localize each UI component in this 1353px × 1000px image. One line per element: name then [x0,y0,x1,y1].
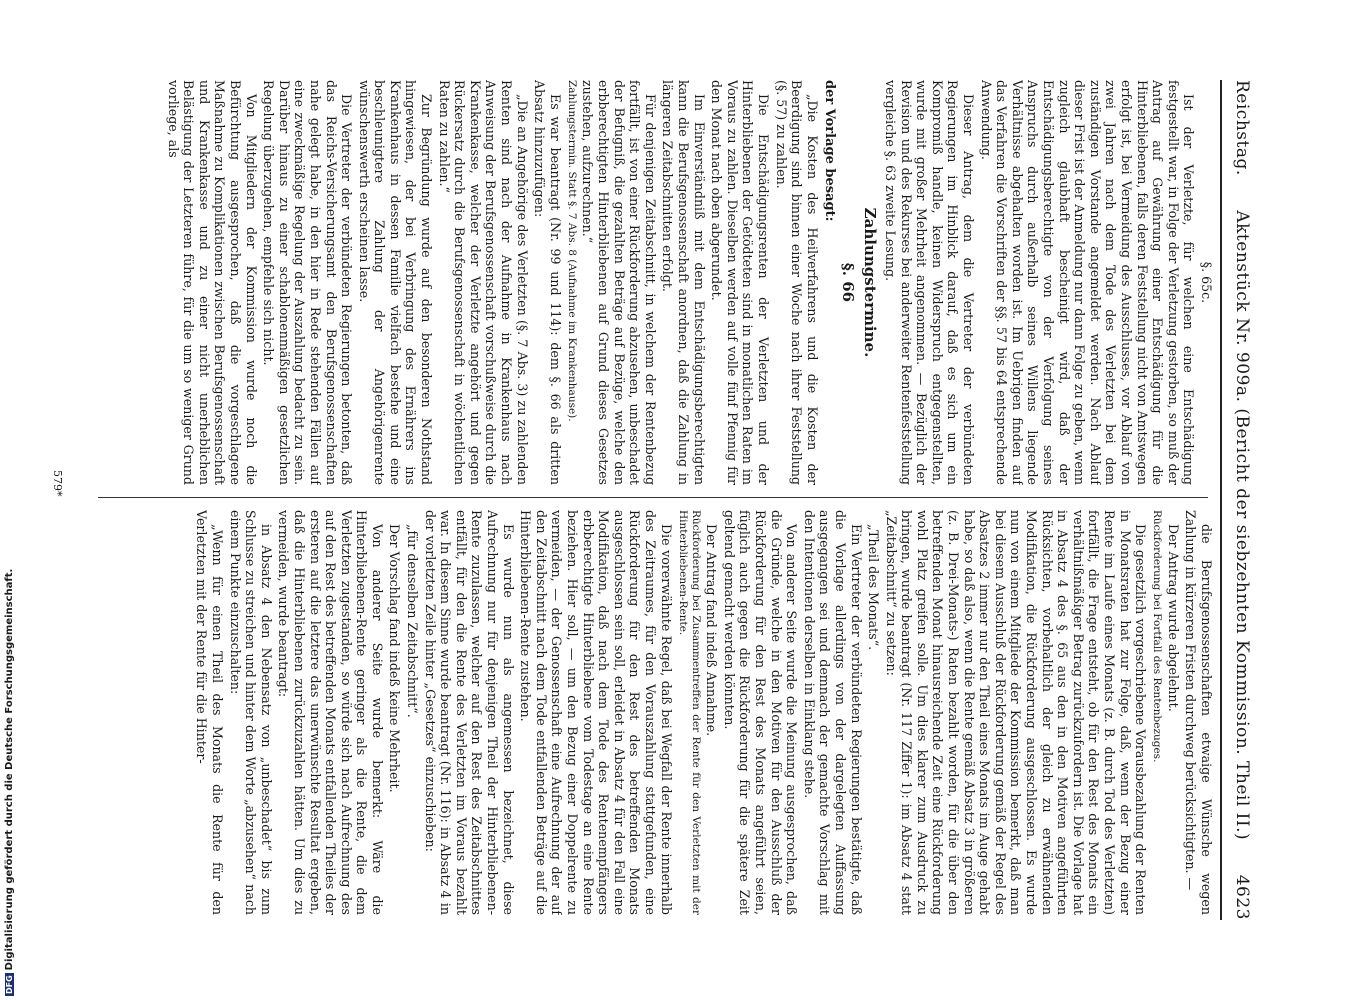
subheading: der Vorlage besagt: [822,80,838,222]
page-number: 4623 [1232,874,1252,920]
paragraph: Ein Vertreter der verbündeten Regierungen bestätigte, daß die Vorlage allerdings von der dargelegten Auffassung ausgegangen sei und demnach der gemachte Vorschlag mit den Intentionen derselben in Einklang stehe. [801,510,864,915]
page-header [1220,80,1262,920]
paragraph: Ist der Verletzte, für welchen eine Entschädigung festgestellt war, in Folge der Verletzung gestorben, so muß der Antrag auf Gewährung einer Entschädigung für die Hinterbliebenen, falls deren Feststellung nicht von Amtswegen erfolgt ist, bei Vermeidung des Ausschlusses, vor Ablauf von zwei Jahren nach dem Tode des Verletzten bei dem zuständigen Vorstande angemeldet werden. Nach Ablauf dieser Frist ist der Anmeldung nur dann Folge zu geben, wenn zugleich glaubhaft bescheinigt wird, daß der Entschädigungsberechtigte von der Verfolgung seines Anspruchs durch außerhalb seines Willens liegende Verhältnisse abgehalten worden ist. Im Uebrigen finden auf das Verfahren die Vorschriften der §§. 57 bis 64 entsprechende Anwendung. [978,80,1197,485]
paragraph: „Die an Angehörige des Verletzten (§. 7 Abs. 3) zu zahlenden Renten sind nach der Aufnahme in Krankenhaus nach Anweisung der Berufsgenossenschaft vorschußweise durch die Krankenkasse, welcher der Verletzte angehört und gegen Rückersatz durch die Berufsgenossenschaft in wöchentlichen Raten zu zahlen.“ [436,80,530,485]
paragraph: Es wurde nun als angemessen bezeichnet, diese Aufrechnung nur für denjenigen Theil der Hinterbliebenen-Rente zuzulassen, welcher auf den Rest des Zeitabschnittes entfällt, für den die Rente des Verletzten im Voraus bezahlt war. In diesem Sinne wurde beantragt (Nr. 116): in Absatz 4 in der vorletzten Zeile hinter „Gesetzes“ einzuschieben: [422,510,516,915]
text-columns [51,80,1214,920]
paragraph: Die gesetzlich vorgeschriebene Vorausbezahlung der Renten in Monatsraten hat zur Folge, daß, wenn der Bezug einer Rente im Laufe eines Monats (z. B. durch Tod des Verletzten) fortfällt, die Frage entsteht, ob für den Rest des Monats ein verhältnißmäßiger Betrag zurückzufordern ist. Die Vorlage hat in Absatz 4 des §. 65 aus den in den Motiven angeführten Rücksichten, vorbehaltlich der gleich zu erwähnenden Modifikation, die Rückforderung ausgeschlossen. Es wurde nun von einem Mitgliede der Kommission bemerkt, daß man bei diesem Ausschluß der Rückforderung gemäß der Regel des Absatzes 2 immer nur den Theil eines Monats im Auge gehabt habe, so daß also, wenn die Rente gemäß Absatz 3 in größeren (z. B. Drei-Monats-) Raten bezahlt worden, für die über den betreffenden Monat hinausreichende Zeit eine Rückforderung wohl Platz greifen solle. Um dies klarer zum Ausdruck zu bringen, wurde beantragt (Nr. 117 Ziffer 1): im Absatz 4 statt „Zeitabschnitt“ zu setzen: [883,510,1149,915]
dfg-logo: DFG [5,975,14,994]
paragraph: Die Vertreter der verbündeten Regierungen betonten, daß das Reichs-Versicherungsamt den Berufsgenossenschaften nahe gelegt habe, in den hier in Rede stehenden Fällen auf eine zweckmäßige Regelung der Auszahlung bedacht zu sein. Darüber hinaus zu einer schablonenmäßigen gesetzlichen Regelung überzugehen, empfehle sich nicht. [261,80,355,485]
digitization-note [4,569,15,996]
section-heading: Zahlungstermine. [860,207,879,358]
paragraph: in Absatz 4 den Nebensatz von „unbeschadet“ bis zum Schlusse zu streichen und hinter dem Worte „abzusehen“ nach einem Punkte einzuschalten: [227,510,274,915]
paragraph: Die vorerwähnte Regel, daß bei Wegfall der Rente innerhalb des Zeitraumes, für den Vorauszahlung stattgefunden, eine Rückforderung für den Rest des betreffenden Monats ausgeschlossen sein soll, erleidet in Absatz 4 für den Fall eine Modifikation, daß nach dem Tode des Rentenempfängers erbberechtigte Hinterbliebene vom Todestage an eine Rente beziehen. Hier soll, — um den Bezug einer Doppelrente zu vermeiden, — der Genossenschaft eine Aufrechnung der auf den Zeitabschnitt nach dem Tode entfallenden Beträge auf die Hinterbliebenen-Rente zustehen. [518,510,674,915]
paragraph: „Theil des Monats“. [866,524,882,651]
digitization-text: Digitalisierung gefördert durch die Deutsche Forschungsgemeinschaft. [4,568,15,971]
paragraph: „Die Kosten des Heilverfahrens und die Kosten der Beerdigung sind binnen einer Woche nach ihrer Feststellung (§. 57) zu zahlen. [773,80,820,485]
paragraph: Die Entschädigungsrenten der Verletzten und der Hinterbliebenen der Getödteten sind in monatlichen Raten im Voraus zu zahlen. Dieselben werden auf volle fünf Pfennig für den Monat nach oben abgerundet. [709,80,771,485]
paragraph: Es war beantragt (Nr. 99 und 114): dem §. 66 als dritten Absatz hinzuzufügen: [532,80,563,485]
rotated-page-content [51,80,1262,920]
signature-mark: 579* [51,470,64,497]
paragraph: Von anderer Seite wurde die Meinung ausgesprochen, daß die Gründe, welche in den Motiven für den Ausschluß der Rückforderung für den Rest des Monats angeführt seien, füglich auch gegen die Rückforderung für die spätere Zeit geltend gemacht werden könnten. [721,510,800,915]
left-column [84,80,1214,485]
paragraph: Der Antrag wurde abgelehnt. [1165,524,1181,712]
paragraph: Von anderer Seite wurde bemerkt: Wäre die Hinterbliebenen-Rente geringer als die Rente, die dem Verletzten zugestanden, so würde sich nach Aufrechnung des auf den Rest des betreffenden Monats entfallenden Theiles der ersteren auf die letztere das unerwünschte Resultat ergeben, daß die Hinterbliebenen zurückzuzahlen hätten. Um dies zu vermeiden, wurde beantragt: [276,510,385,915]
paragraph: Von Mitgliedern der Kommission wurde noch die Befürchtung ausgesprochen, daß die vorgeschlagene Maßnahme zu Komplikationen zwischen Berufsgenossenschaft und Krankenkasse und zu einer nicht unerheblichen Belästigung der Letzteren führe, für die um so weniger Grund vorliege, als [165,80,259,485]
margin-note: Zahlungstermin. Statt §. 7 Abs. 8 (Aufnahme im Krankenhause). [565,80,578,422]
header-left: Reichstag. [1232,80,1252,176]
margin-note: Rückforderung bei Fortfall des Rentenbezuges. [1151,510,1164,763]
right-column [84,510,1214,915]
margin-note: Rückforderung bei Zusammentreffen der Rente für den Verletzten mit der Hinterbliebenen-Rente. [676,510,702,915]
paragraph: die Berufsgenossenschaften etwaige Wünsche wegen Zahlung in kürzeren Fristen durchweg berücksichtigten. — [1183,510,1214,915]
paragraph: „für denselben Zeitabschnitt“. [405,524,421,718]
paragraph: Der Antrag fand indeß Annahme. [704,524,720,737]
paragraph: Dieser Antrag, dem die Vertreter der verbündeten Regierungen im Hinblick darauf, daß es sich um ein Kompromiß handle, keinen Widerspruch entgegenstellten, wurde mit großer Mehrheit angenommen. — Bezüglich der Revision und des Rekurses bei anderweiter Rentenfeststellung vergleiche §. 63 zweite Lesung. [883,80,977,485]
header-title: Aktenstück Nr. 909a. (Bericht der siebzehnten Kommission. Theil II.) [1232,210,1252,841]
paragraph: §. 65c. [1199,261,1214,304]
paragraph: Für denjenigen Zeitabschnitt, in welchem der Rentenbezug fortfällt, ist von einer Rückforderung abzusehen, unbeschadet der Befugniß, die gezahlten Beträge auf Bezüge, welche den erbberechtigten Hinterbliebenen auf Grund dieses Gesetzes zustehen, aufzurechnen.“ [580,80,658,485]
column-divider [98,497,1208,498]
section-heading: §. 66 [838,262,857,303]
paragraph: Zur Begründung wurde auf den besonderen Nothstand hingewiesen, der bei Verbringung des Ernährers ins Krankenhaus in dessen Familie vielfach bestehe und eine beschleunigtere Zahlung der Angehörigenrente wünschenswerth erscheinen lasse. [356,80,435,485]
paragraph: Im Einverständniß mit dem Entschädigungsberechtigten kann die Berufsgenossenschaft anordnen, daß die Zahlung in längeren Zeitabschnitten erfolgt. [660,80,707,485]
paragraph: „Wenn für einen Theil des Monats die Rente für den Verletzten mit der Rente für die Hinter- [194,510,225,915]
paragraph: Der Vorschlag fand indeß keine Mehrheit. [387,524,403,793]
